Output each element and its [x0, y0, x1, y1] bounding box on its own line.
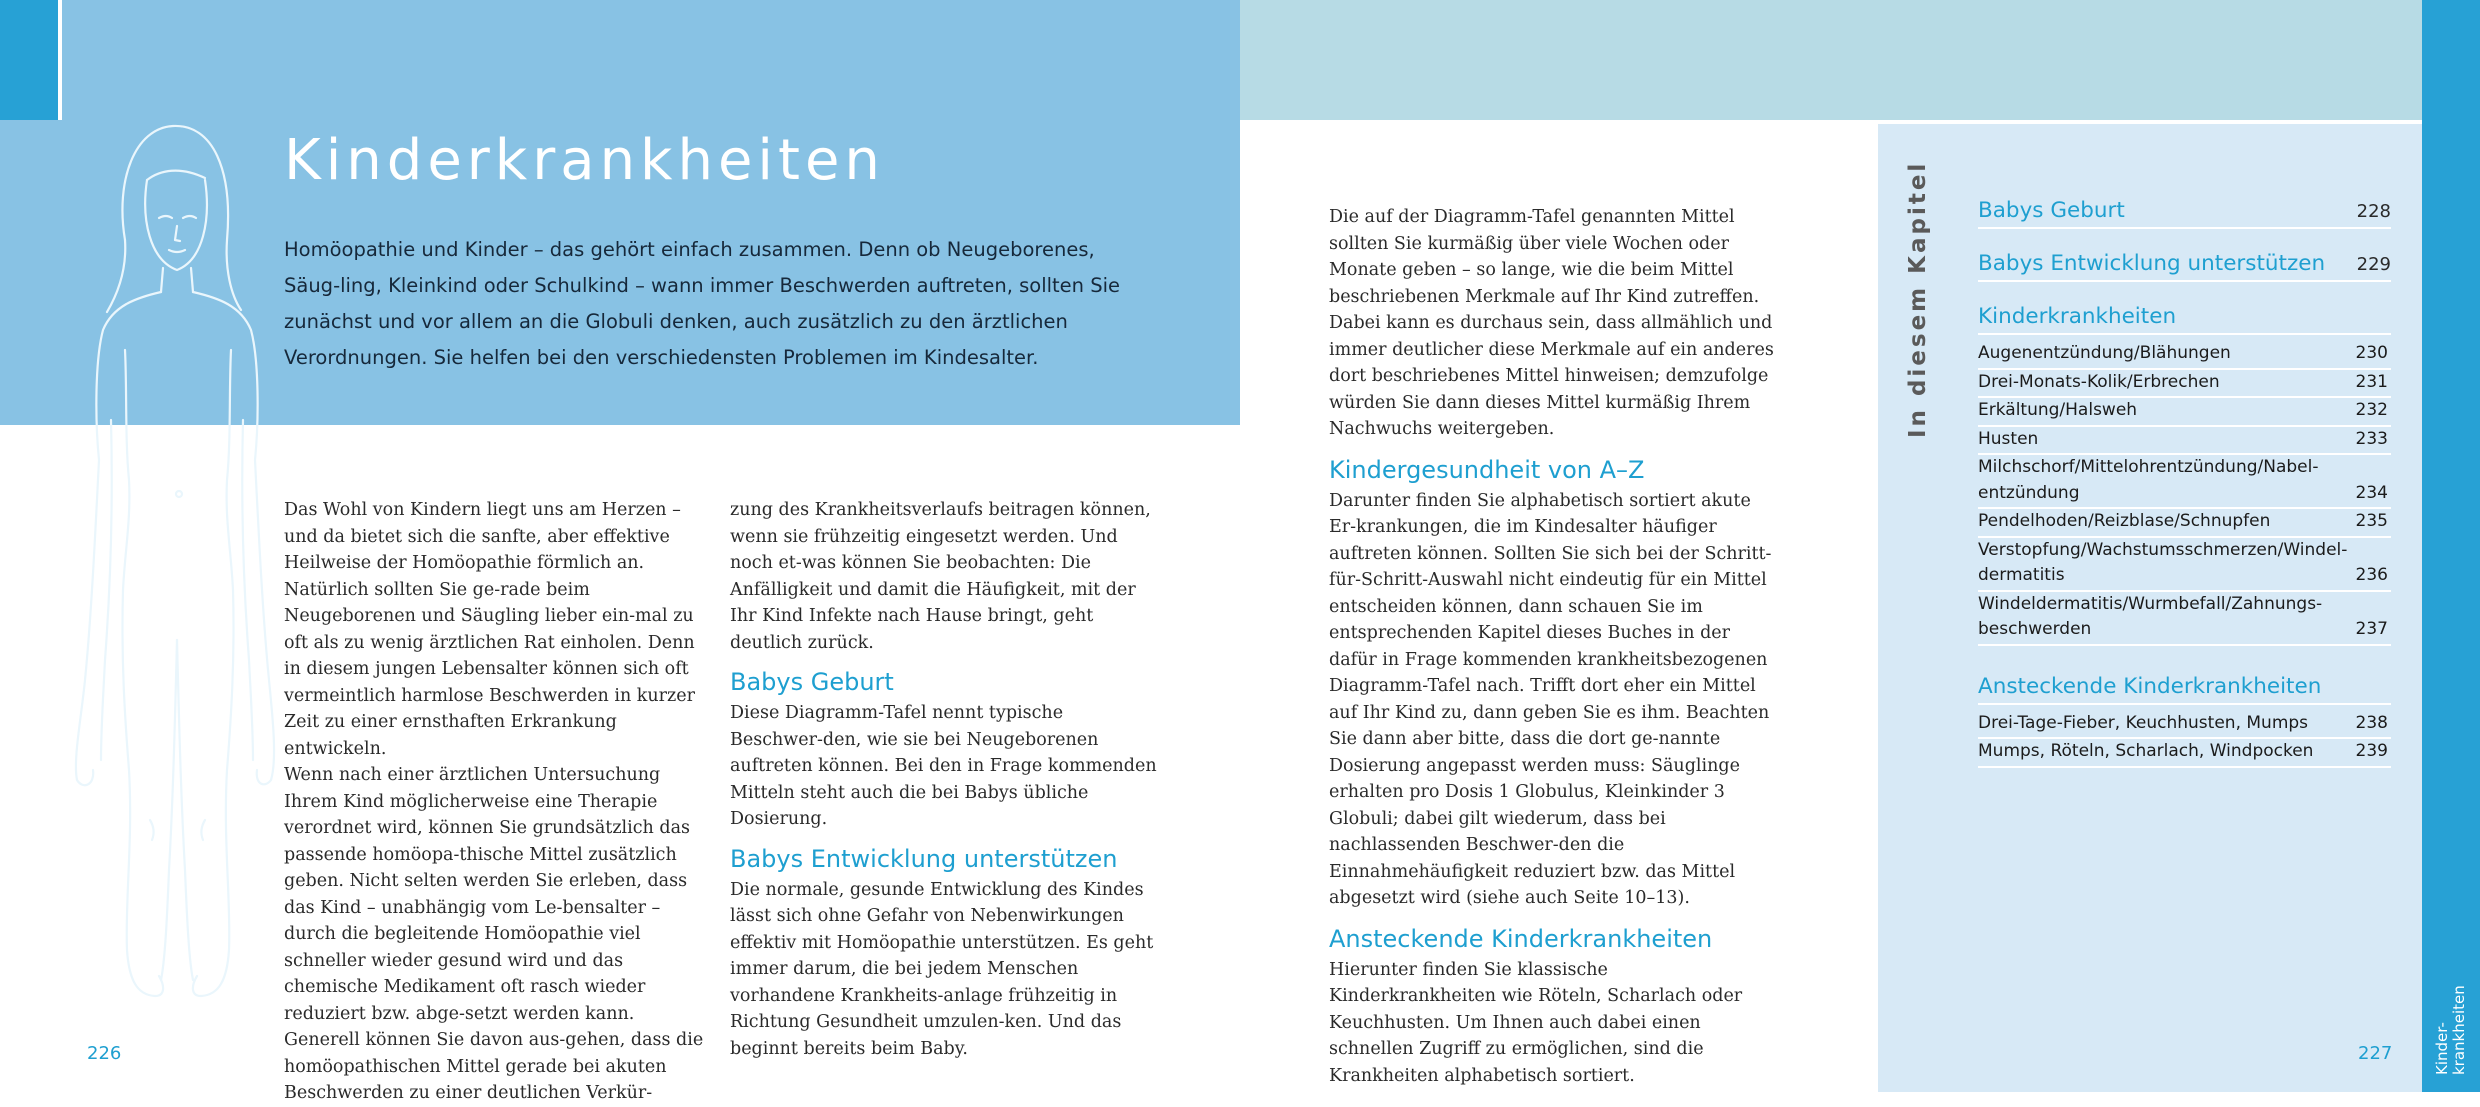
paragraph: zung des Krankheitsverlaufs beitragen können, wenn sie frühzeitig eingesetzt werden. Und noch et-was können Sie beobachten: Die Anfälligkeit und damit die Häufigkeit, mit der Ihr Kind Infekte nach Hause bringt, geht deutlich zurück. — [730, 500, 1151, 653]
section-heading-babys-geburt: Babys Geburt — [730, 668, 894, 696]
toc-item[interactable] — [1978, 538, 2391, 592]
intro-paragraph: Homöopathie und Kinder – das gehört einfach zusammen. Denn ob Neugeborenes, Säug-ling, Kleinkind oder Schulkind – wann immer Beschwerden auftreten, sollten Sie zunächst und vor allem an die Globuli denken, auch zusätzlich zu den ärztlichen Verordnungen. Sie helfen bei den verschiedensten Problemen im Kindesalter. — [284, 238, 1121, 369]
toc-item-page: 236 — [2355, 565, 2388, 585]
corner-divider — [58, 0, 62, 120]
toc-item-page: 238 — [2355, 712, 2388, 733]
toc-item-page: 235 — [2355, 511, 2388, 531]
toc-entry-page: 228 — [2356, 201, 2391, 222]
section-heading-ansteckende: Ansteckende Kinderkrankheiten — [1329, 924, 1713, 953]
text-column-3 — [1329, 204, 1779, 1089]
toc-item[interactable] — [1978, 739, 2391, 768]
paragraph: Hierunter finden Sie klassische Kinderkrankheiten wie Röteln, Scharlach oder Keuchhusten. Um Ihnen auch dabei einen schnellen Zugriff zu ermöglichen, sind die Krankheiten alphabetisch sortiert. — [1329, 959, 1743, 1086]
toc-item-label: Augenentzündung/Blähungen — [1978, 343, 2231, 363]
page-number-right: 227 — [2358, 1043, 2393, 1064]
section-heading-kindergesundheit: Kindergesundheit von A–Z — [1329, 455, 1645, 484]
toc-item[interactable] — [1978, 592, 2391, 646]
paragraph: Die normale, gesunde Entwicklung des Kindes lässt sich ohne Gefahr von Nebenwirkungen effektiv mit Homöopathie unterstützen. Es geht immer darum, die bei jedem Menschen vorhandene Krankheits-anlage frühzeitig in Richtung Gesundheit umzulen-ken. Und das beginnt bereits beim Baby. — [730, 879, 1154, 1059]
toc-entry-babys-geburt[interactable] — [1978, 198, 2391, 229]
toc-item-label: Mumps, Röteln, Scharlach, Windpocken — [1978, 741, 2314, 761]
toc-item-page: 234 — [2355, 482, 2388, 503]
toc-item[interactable] — [1978, 427, 2391, 456]
toc-item-label: Husten — [1978, 428, 2039, 449]
toc-entry-babys-entwicklung[interactable] — [1978, 251, 2391, 282]
right-top-band — [1240, 0, 2422, 120]
paragraph: Das Wohl von Kindern liegt uns am Herzen – und da bietet sich die sanfte, aber effektive Heilweise der Homöopathie förmlich an. Natürlich sollten Sie ge-rade beim Neugeborenen und Säugling lieber ein-mal zu oft als zu wenig ärztlichen Rat einholen. Denn in diesem jungen Lebensalter können sich oft vermeintlich harmlose Beschwerden in kurzer Zeit zu einer ernsthaften Erkrankung entwickeln. — [284, 500, 695, 759]
toc-item-label: Drei-Tage-Fieber, Keuchhusten, Mumps — [1978, 712, 2309, 733]
toc-item-label: Verstopfung/Wachstumsschmerzen/Windel-dermatitis — [1978, 539, 2348, 585]
text-column-2 — [730, 497, 1160, 1062]
toc-item[interactable] — [1978, 711, 2391, 740]
table-of-contents — [1978, 198, 2391, 768]
toc-item-page: 232 — [2355, 400, 2388, 420]
toc-item-label: Erkältung/Halsweh — [1978, 400, 2138, 420]
toc-item-page: 233 — [2355, 428, 2388, 449]
toc-item[interactable] — [1978, 341, 2391, 370]
text-column-1 — [284, 497, 704, 1107]
paragraph: Die auf der Diagramm-Tafel genannten Mittel sollten Sie kurmäßig über viele Wochen oder Monate geben – so lange, wie die beim Mittel beschriebenen Merkmale auf Ihr Kind zutreffen. Dabei kann es durchaus sein, dass allmählich und immer deutlicher diese Merkmale auf ein anderes dort beschriebenes Mittel hinweisen; demzufolge würden Sie dann dieses Mittel kurmäßig Ihrem Nachwuchs weitergeben. — [1329, 207, 1774, 439]
toc-item[interactable] — [1978, 370, 2391, 399]
toc-heading: In diesem Kapitel — [1905, 160, 1931, 438]
toc-entry-label: Babys Entwicklung unterstützen — [1978, 251, 2326, 276]
toc-entry-page: 229 — [2356, 254, 2391, 275]
toc-item-label: Windeldermatitis/Wurmbefall/Zahnungs-beschwerden — [1978, 593, 2323, 639]
section-heading-babys-entwicklung: Babys Entwicklung unterstützen — [730, 844, 1118, 873]
toc-item-label: Milchschorf/Mittelohrentzündung/Nabel-entzündung — [1978, 457, 2319, 503]
child-illustration — [55, 120, 275, 1000]
corner-accent — [0, 0, 58, 120]
toc-item[interactable] — [1978, 398, 2391, 427]
page-number-left: 226 — [87, 1043, 122, 1064]
toc-item-page: 237 — [2355, 619, 2388, 639]
toc-item-page: 239 — [2355, 741, 2388, 761]
chapter-tab — [2422, 0, 2480, 1092]
toc-entry-label: Babys Geburt — [1978, 198, 2125, 223]
paragraph: Wenn nach einer ärztlichen Untersuchung Ihrem Kind möglicherweise eine Therapie verordnet wird, können Sie grundsätzlich das passende homöopa-thische Mittel zusätzlich geben. Nicht selten werden Sie erleben, dass das Kind – unabhängig vom Le-bensalter – durch die begleitende Homöopathie viel schneller wieder gesund wird und das chemische Medikament oft rasch wieder reduziert bzw. abge-setzt werden kann. Generell können Sie davon aus-gehen, dass die homöopathischen Mittel gerade bei akuten Beschwerden zu einer deutlichen Verkür- — [284, 765, 704, 1103]
toc-item[interactable] — [1978, 509, 2391, 538]
paragraph: Diese Diagramm-Tafel nennt typische Beschwer-den, wie sie bei Neugeborenen auftreten können. Bei den in Frage kommenden Mitteln steht auch die bei Babys übliche Dosierung. — [730, 703, 1157, 829]
page-title: Kinderkrankheiten — [284, 128, 885, 193]
toc-item-page: 230 — [2355, 343, 2388, 363]
paragraph: Darunter finden Sie alphabetisch sortiert akute Er-krankungen, die im Kindesalter häufiger auftreten können. Sollten Sie sich bei der Schritt-für-Schritt-Auswahl nicht eindeutig für ein Mittel entscheiden können, dann schauen Sie im entsprechenden Kapitel dieses Buches in der dafür in Frage kommenden krankheitsbezogenen Diagramm-Tafel nach. Trifft dort eher ein Mittel auf Ihr Kind zu, dann geben Sie es ihm. Beachten Sie dann aber bitte, dass die dort ge-nannte Dosierung angepasst werden muss: Säuglinge erhalten pro Dosis 1 Globulus, Kleinkinder 3 Globuli; dabei gilt wiederum, dass bei nachlassenden Beschwer-den die Einnahmehäufigkeit reduziert bzw. das Mittel abgesetzt wird (siehe auch Seite 10–13). — [1329, 490, 1772, 908]
chapter-tab-label: Kinder-krankheiten — [2433, 985, 2468, 1075]
toc-item-label: Drei-Monats-Kolik/Erbrechen — [1978, 371, 2220, 392]
toc-item-page: 231 — [2355, 371, 2388, 392]
toc-spacer — [1978, 646, 2391, 670]
toc-item-label: Pendelhoden/Reizblase/Schnupfen — [1978, 511, 2271, 531]
toc-section-ansteckende: Ansteckende Kinderkrankheiten — [1978, 674, 2391, 705]
toc-item[interactable] — [1978, 455, 2391, 509]
toc-section-kinderkrankheiten: Kinderkrankheiten — [1978, 304, 2391, 335]
